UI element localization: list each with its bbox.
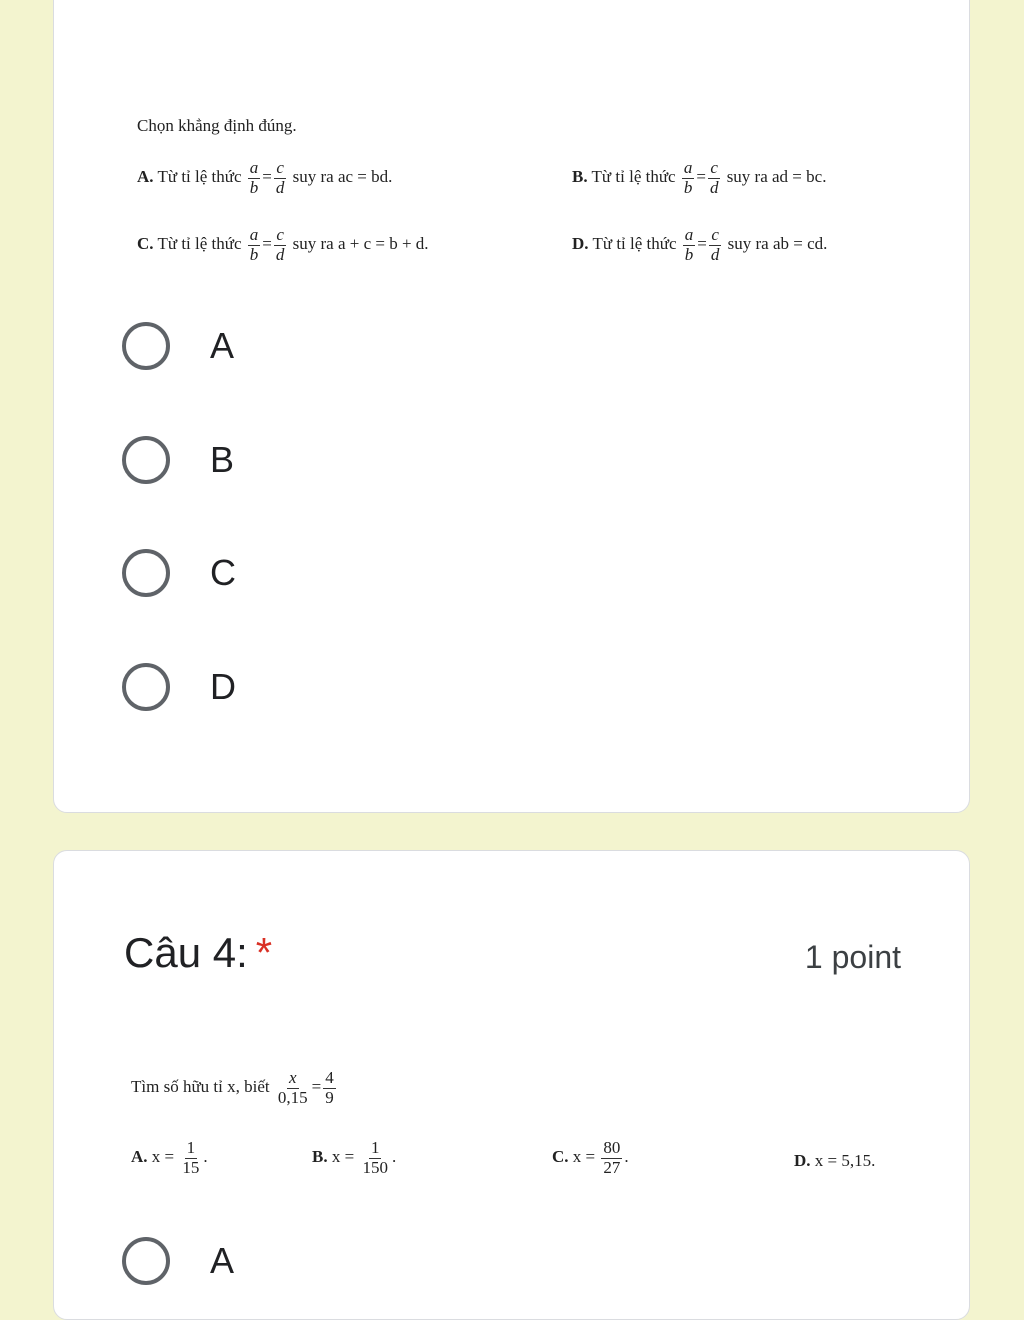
choice-b: B. x = $\frac{1}{150}$ . [312,1138,397,1177]
option-label: A [210,325,235,366]
statement-b: B. Từ tỉ lệ thức $\frac{a}{b}$ = $\frac{c}{d}$ suy ra ad = bc. [572,158,827,197]
option-c[interactable] [122,543,542,603]
question-4-prompt: Tìm số hữu tỉ x, biết $\frac{x}{0,15}$ = $\frac{4}{9}$ [131,1068,334,1107]
option-b[interactable] [122,430,542,490]
question-4-title: Câu 4: * [124,929,273,976]
radio-button[interactable] [122,1237,170,1285]
choice-d: D. x = 5,15. [794,1151,876,1170]
choice-a: A. x = $\frac{1}{15}$ . [131,1138,208,1177]
radio-button[interactable] [122,436,170,484]
option-label: D [210,666,236,707]
option-label: C [210,552,236,593]
option-a[interactable] [122,316,542,376]
radio-button[interactable] [122,549,170,597]
question-4-card [53,850,970,1320]
option-d[interactable] [122,657,542,717]
statement-d: D. Từ tỉ lệ thức $\frac{a}{b}$ = $\frac{c}{d}$ suy ra ab = cd. [572,225,828,264]
statement-a: A. Từ tỉ lệ thức $\frac{a}{b}$ = $\frac{c}{d}$ suy ra ac = bd. [137,158,393,197]
question-3-prompt: Chọn khẳng định đúng. [137,116,297,135]
statement-c: C. Từ tỉ lệ thức $\frac{a}{b}$ = $\frac{c}{d}$ suy ra a + c = b + d. [137,225,429,264]
question-3-card [53,0,970,813]
option-label: A [210,1240,235,1281]
radio-button[interactable] [122,663,170,711]
radio-button[interactable] [122,322,170,370]
option-label: B [210,439,235,480]
option-a[interactable] [122,1231,542,1291]
required-asterisk: * [255,929,273,976]
choice-c: C. x = $\frac{80}{27}$ . [552,1138,629,1177]
question-4-points: 1 point [804,939,901,975]
